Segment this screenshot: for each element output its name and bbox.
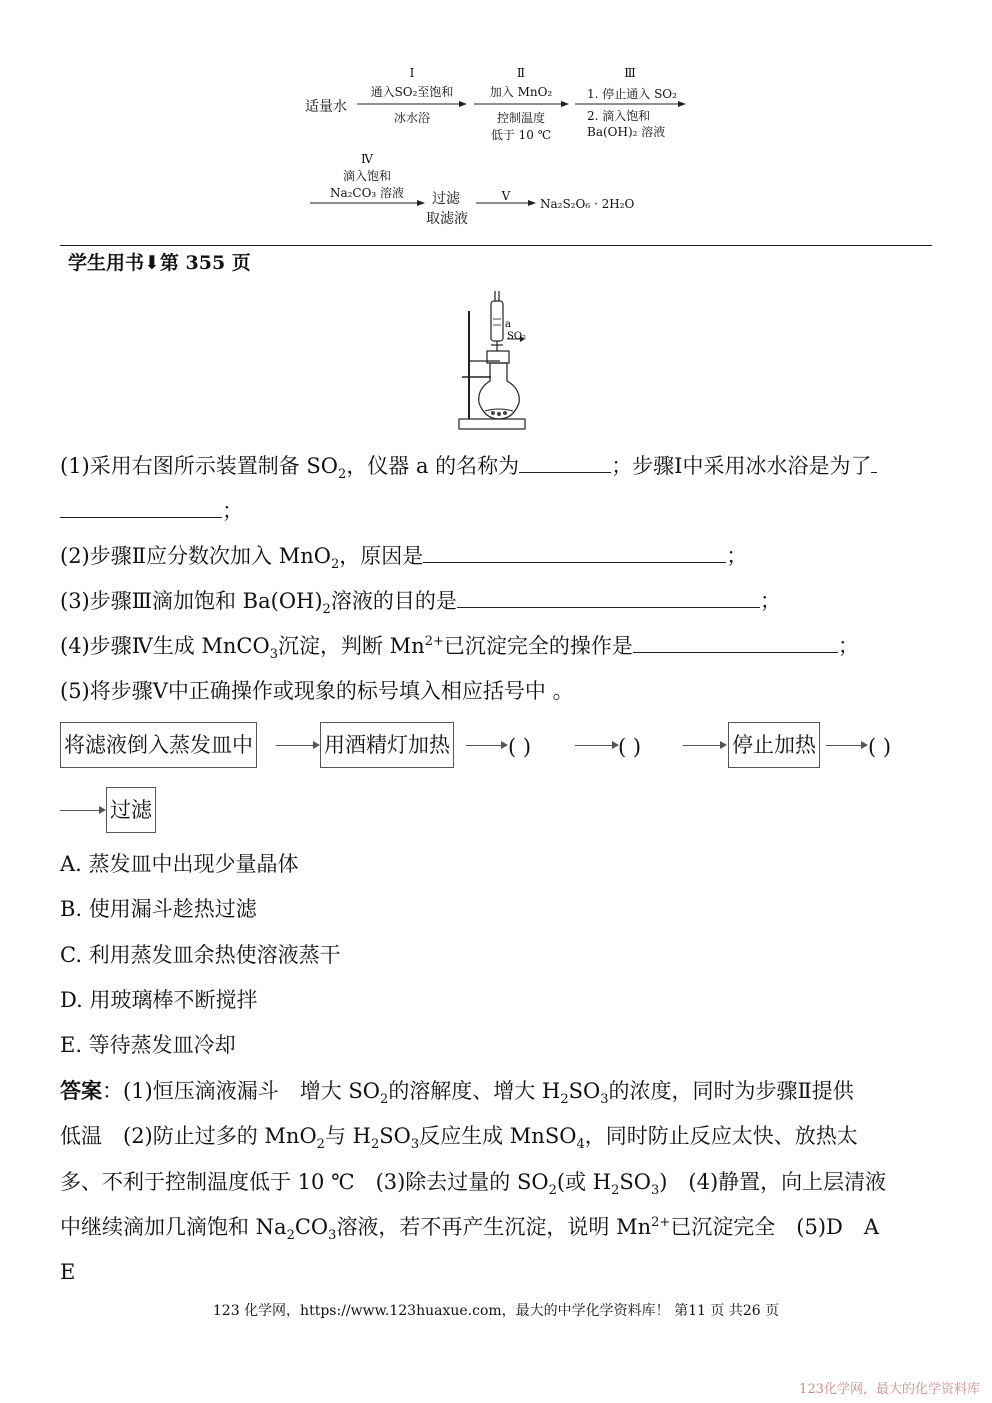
op-arrow-6	[60, 810, 104, 811]
op-paren-3[interactable]: ( )	[868, 735, 892, 759]
q2-blank[interactable]	[423, 540, 726, 563]
question-5: (5)将步骤Ⅴ中正确操作或现象的标号填入相应括号中 。	[60, 679, 574, 703]
question-2: (2)步骤Ⅱ应分数次加入 MnO$_2$，原因是 ；	[60, 540, 747, 571]
question-4: (4)步骤Ⅳ生成 MnCO$_3$沉淀，判断 $Mn^{2+}$已沉淀完全的操作是 ；	[60, 630, 859, 661]
question-1: (1)采用右图所示装置制备 $SO_2$，仪器 a 的名称为 ；步骤Ⅰ中采用冰水浴是为了	[60, 450, 877, 481]
answer-label: 答案	[60, 1078, 102, 1103]
divider	[60, 245, 932, 246]
page-footer: 123 化学网，https://www.123huaxue.com，最大的中学化学资料库！ 第11 页 共26 页	[212, 1303, 780, 1319]
flow-s1-top: 通入SO₂至饱和	[370, 85, 454, 99]
apparatus-label-gas: SO₂	[507, 331, 527, 342]
apparatus-label-a: a	[505, 319, 511, 330]
flow-s2-bottom1: 控制温度	[496, 111, 545, 125]
op-arrow-4	[683, 745, 725, 746]
q1-blank-1[interactable]	[519, 450, 611, 473]
op-arrow-2	[466, 745, 506, 746]
flow-s3-bottom2: Ba(OH)₂ 溶液	[587, 125, 666, 139]
flow-s2-top: 加入 MnO₂	[489, 85, 553, 99]
op-box-filter: 过滤	[106, 787, 156, 833]
flow-filter1: 过滤	[432, 191, 460, 207]
flow-s4-num: Ⅳ	[361, 152, 373, 166]
answer-line-3: 多、不利于控制温度低于 10 ℃ (3)除去过量的 $SO_2$(或 $H_2SO_3$) (4)静置，向上层清液	[60, 1170, 887, 1199]
answer-line-1: 答案：(1)恒压滴液漏斗 增大 $SO_2$的溶解度、增大 $H_2SO_3$的浓度，同时为步骤Ⅱ提供	[60, 1078, 854, 1108]
answer-line-2: 低温 (2)防止过多的 MnO$_2$与 $H_2SO_3$反应生成 MnSO$_4$，同时防止反应太快、放热太	[60, 1124, 858, 1153]
op-arrow-1	[276, 745, 318, 746]
flow-s3-top: 1. 停止通入 SO₂	[587, 87, 677, 101]
q3-blank[interactable]	[457, 585, 760, 608]
question-1-cont: ；	[60, 495, 243, 526]
op-box-stop: 停止加热	[728, 722, 820, 768]
flow-s1-bottom: 冰水浴	[393, 111, 430, 125]
flow-s4-top1: 滴入饱和	[342, 169, 391, 183]
apparatus-figure	[455, 285, 535, 435]
option-e: E. 等待蒸发皿冷却	[60, 1033, 236, 1057]
q4-blank[interactable]	[633, 630, 838, 653]
option-d: D. 用玻璃棒不断搅拌	[60, 988, 258, 1012]
option-c: C. 利用蒸发皿余热使溶液蒸干	[60, 943, 341, 967]
flow-s3-bottom1: 2. 滴入饱和	[587, 109, 651, 123]
flow-s2-bottom2: 低于 10 ℃	[490, 128, 552, 142]
option-a: A. 蒸发皿中出现少量晶体	[60, 852, 299, 876]
op-arrow-5	[826, 745, 866, 746]
question-3: (3)步骤Ⅲ滴加饱和 $Ba(OH)_2$溶液的目的是 ；	[60, 585, 781, 616]
flow-product: Na₂S₂O₆ · 2H₂O	[540, 197, 635, 211]
op-paren-2[interactable]: ( )	[618, 735, 642, 759]
q1-blank-2[interactable]	[60, 495, 222, 518]
op-box-heat: 用酒精灯加热	[320, 722, 454, 768]
flow-start: 适量水	[305, 99, 347, 115]
op-box-pour: 将滤液倒入蒸发皿中	[60, 722, 257, 768]
watermark: 123化学网，最大的化学资料库	[799, 1382, 980, 1397]
answer-line-4: 中继续滴加几滴饱和 $Na_2CO_3$溶液，若不再产生沉淀，说明 $Mn^{2+}$已沉淀完全 (5)D A	[60, 1215, 880, 1244]
op-paren-1[interactable]: ( )	[508, 735, 532, 759]
page-ref: 学生用书⬇第 355 页	[68, 252, 251, 274]
flow-s5-num: Ⅴ	[501, 189, 511, 203]
flow-filter2: 取滤液	[426, 211, 468, 227]
flow-s4-top2: Na₂CO₃ 溶液	[329, 186, 405, 200]
op-arrow-3	[575, 745, 617, 746]
option-b: B. 使用漏斗趁热过滤	[60, 897, 257, 921]
flow-s2-num: Ⅱ	[516, 66, 526, 80]
answer-line-5: E	[60, 1260, 76, 1284]
flow-s1-num: Ⅰ	[409, 66, 415, 80]
flow-s3-num: Ⅲ	[624, 66, 636, 80]
